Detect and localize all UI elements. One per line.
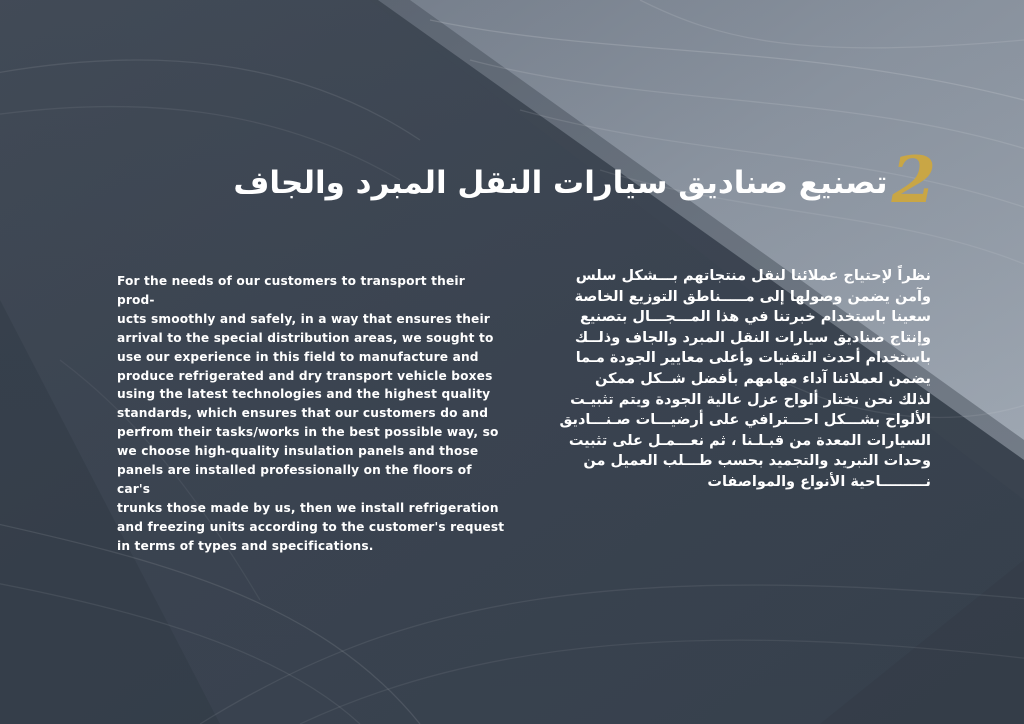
section-number: 2 xyxy=(891,143,936,218)
section-title: تصنيع صناديق سيارات النقل المبرد والجاف xyxy=(233,164,888,201)
body-text-arabic: نظراً لإحتياج عملائنا لنقل منتجاتهم بـــشكل سلس وآمن يضمن وصولها إلى مـــــناطق التوزيع الخاصة سعينا باستخدام خبرتنا في هذا المـــجـــال بتصنيع وإنتاج صناديق سيارات النقل المبرد والجاف وذلــك باستخدام أحدث التقنيات وأعلى معايير الجودة مـما يضمن لعملائنا آداء مهامهم بأفضل شــكل ممكن لذلك نحن نختار ألواح عزل عالية الجودة ويتم تثبيـت الألواح بشـــكل احـــترافي على أرضيـــات صـنـــاديق السيارات المعدة من قبـلـنا ، ثم نعـــمـل على تثبيت وحدات التبريد والتجميد بحسب طـــلب العميل من نـــــــــاحية الأنواع والمواصفات xyxy=(559,268,931,490)
section-header xyxy=(233,143,936,218)
body-text-english: For the needs of our customers to transport their prod- ucts smoothly and safely, in a way that ensures their arrival to the special distribution areas, we sought to use our experience in this field to manufacture and produce refrigerated and dry transport vehicle boxes using the latest technologies and the highest quality standards, which ensures that our customers do and perfrom their tasks/works in the best possible way, so we choose high-quality insulation panels and those panels are installed professionally on the floors of car's trunks those made by us, then we install refrigeration and freezing units according to the customer's request in terms of types and specifications. xyxy=(117,274,505,553)
